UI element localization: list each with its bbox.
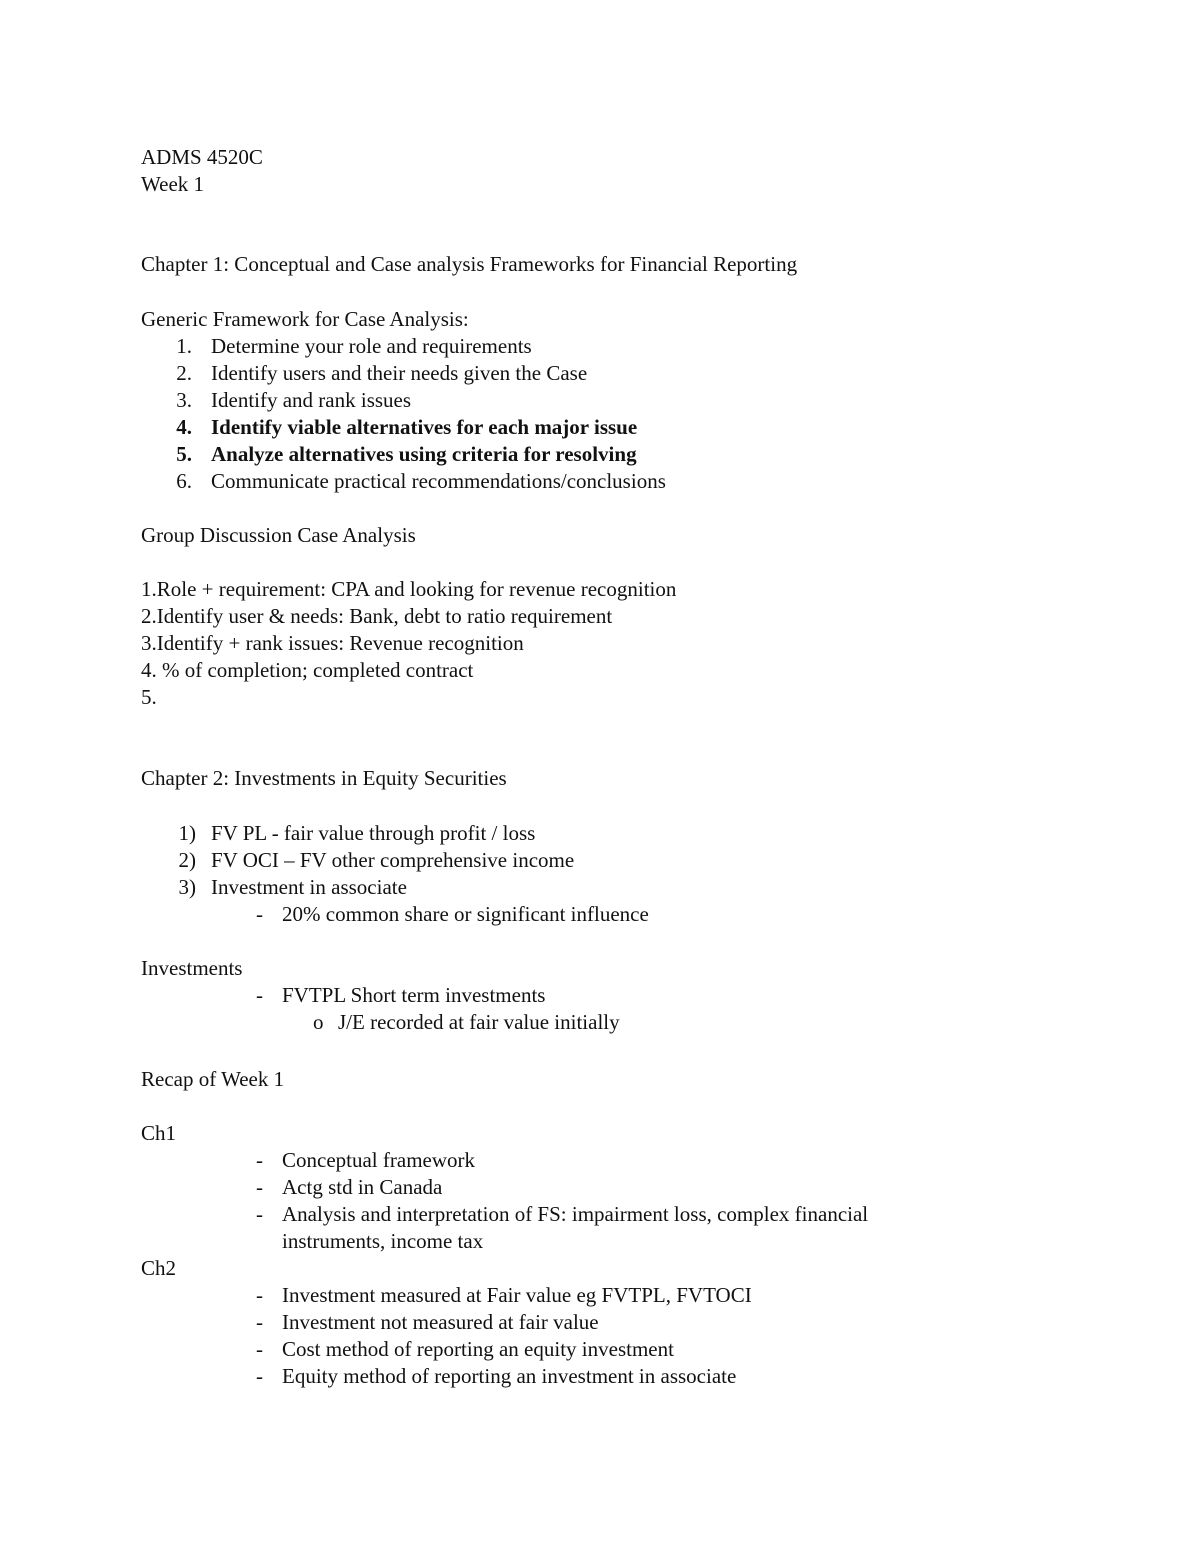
list-item-continuation: instruments, income tax: [282, 1229, 484, 1253]
list-item: 2.Identify user & needs: Bank, debt to ratio requirement: [141, 604, 613, 628]
step-number: 6.: [176, 469, 192, 493]
list-item: Cost method of reporting an equity investment: [282, 1337, 674, 1361]
step-number: 5.: [176, 442, 192, 466]
list-item: 3.Identify + rank issues: Revenue recognition: [141, 631, 524, 655]
sub-list-item: 20% common share or significant influence: [282, 902, 649, 926]
dash-bullet: -: [256, 1148, 263, 1172]
dash-bullet: -: [256, 1175, 263, 1199]
list-item: Analysis and interpretation of FS: impairment loss, complex financial: [282, 1202, 869, 1226]
list-item: Identify users and their needs given the Case: [211, 361, 588, 385]
dash-bullet: -: [256, 1310, 263, 1334]
sub-list-item: J/E recorded at fair value initially: [338, 1010, 620, 1034]
step-number: 2.: [176, 361, 192, 385]
list-item: 5.: [141, 685, 157, 709]
list-item: Investment measured at Fair value eg FVTPL, FVTOCI: [282, 1283, 752, 1307]
dash-bullet: -: [256, 1364, 263, 1388]
course-code: ADMS 4520C: [141, 145, 263, 169]
list-item: FV PL - fair value through profit / loss: [211, 821, 536, 845]
dash-bullet: -: [256, 902, 263, 926]
item-number: 2): [178, 848, 196, 872]
ch1-label: Ch1: [141, 1121, 177, 1145]
ch2-label: Ch2: [141, 1256, 177, 1280]
list-item-bold: Identify viable alternatives for each major issue: [211, 415, 638, 439]
dash-bullet: -: [256, 1202, 263, 1226]
list-item: Communicate practical recommendations/conclusions: [211, 469, 666, 493]
list-item-bold: Analyze alternatives using criteria for resolving: [211, 442, 637, 466]
chapter1-title: Chapter 1: Conceptual and Case analysis Frameworks for Financial Reporting: [141, 252, 798, 276]
framework-heading: Generic Framework for Case Analysis:: [141, 307, 469, 331]
item-number: 3): [178, 875, 196, 899]
list-item: FVTPL Short term investments: [282, 983, 546, 1007]
list-item: 4. % of completion; completed contract: [141, 658, 474, 682]
list-item: Conceptual framework: [282, 1148, 476, 1172]
dash-bullet: -: [256, 983, 263, 1007]
group-discussion-heading: Group Discussion Case Analysis: [141, 523, 416, 547]
recap-heading: Recap of Week 1: [141, 1067, 285, 1091]
dash-bullet: -: [256, 1283, 263, 1307]
step-number: 4.: [176, 415, 192, 439]
list-item: Determine your role and requirements: [211, 334, 532, 358]
list-item: Identify and rank issues: [211, 388, 412, 412]
list-item: Investment in associate: [211, 875, 407, 899]
list-item: 1.Role + requirement: CPA and looking for revenue recognition: [141, 577, 677, 601]
circle-bullet: o: [313, 1010, 324, 1034]
item-number: 1): [178, 821, 196, 845]
list-item: FV OCI – FV other comprehensive income: [211, 848, 575, 872]
chapter2-title: Chapter 2: Investments in Equity Securities: [141, 766, 507, 790]
step-number: 3.: [176, 388, 192, 412]
list-item: Investment not measured at fair value: [282, 1310, 599, 1334]
dash-bullet: -: [256, 1337, 263, 1361]
step-number: 1.: [176, 334, 192, 358]
week-label: Week 1: [141, 172, 205, 196]
list-item: Actg std in Canada: [282, 1175, 443, 1199]
list-item: Equity method of reporting an investment in associate: [282, 1364, 737, 1388]
investments-heading: Investments: [141, 956, 243, 980]
